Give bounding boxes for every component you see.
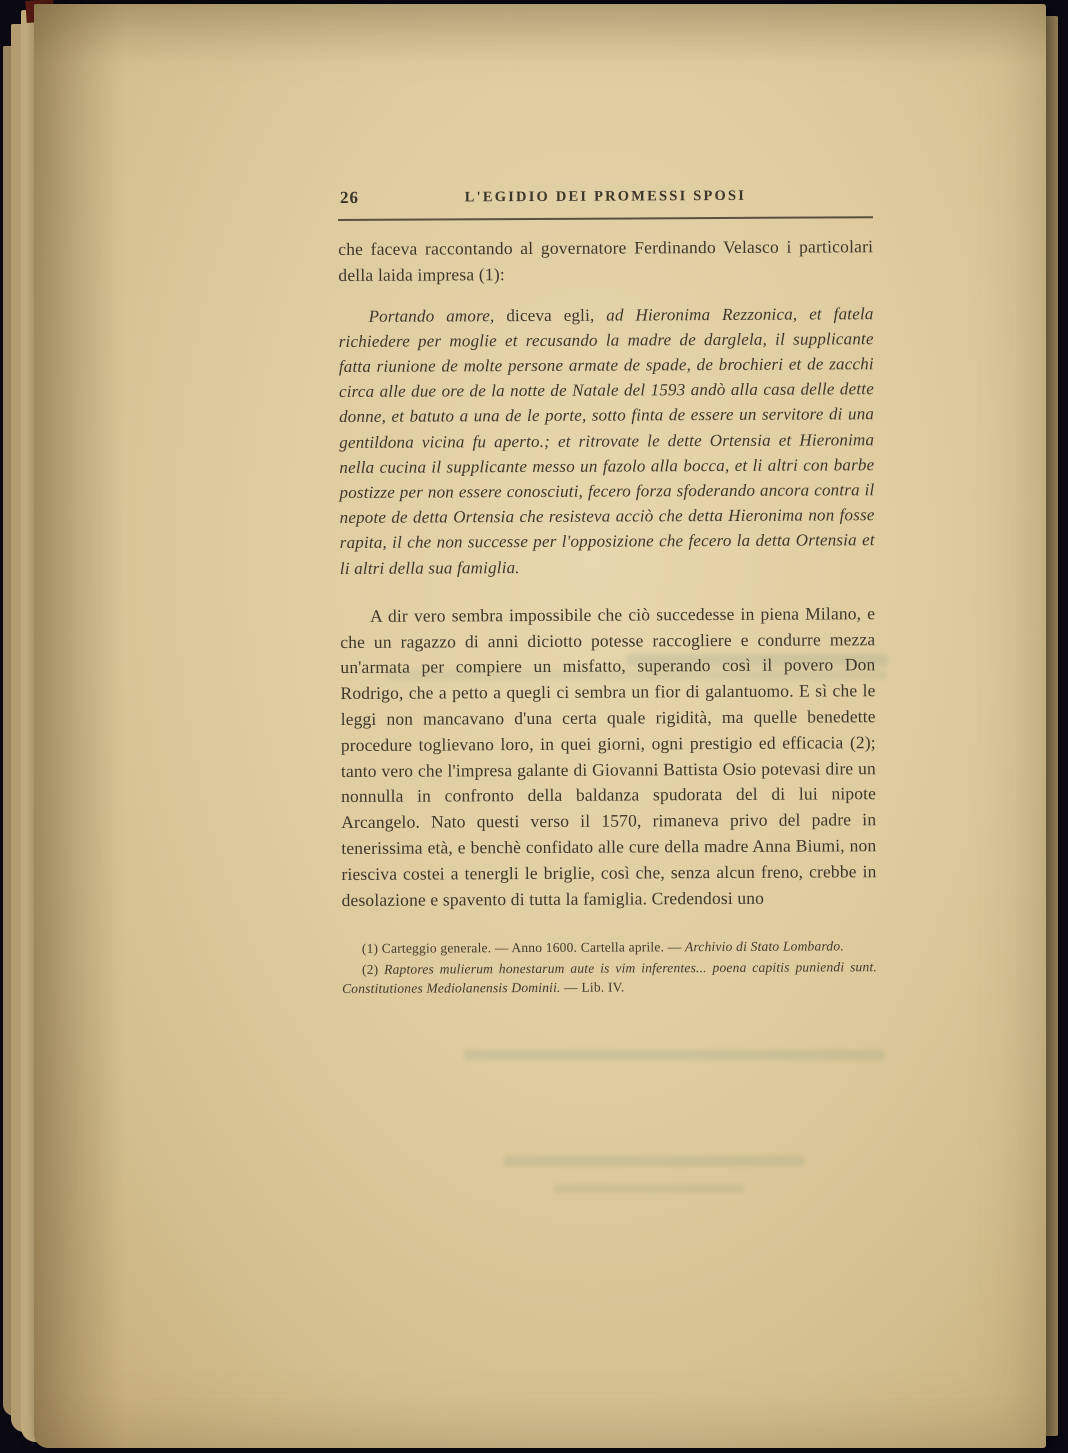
- intro-paragraph: che faceva raccontando al governatore Ferdinando Velasco i particolari della laida impresa (1):: [338, 236, 874, 285]
- quote-roman-aside: diceva egli,: [494, 305, 607, 325]
- page-header: [338, 183, 873, 212]
- footnote-2-latin: Raptores mulierum honestarum aute is vim inferentes... poena capitis puniendi sunt. Constitutiones Mediolanensis Dominii.: [342, 959, 878, 997]
- ink-bleed-through: [464, 1050, 884, 1060]
- footnote-1: [342, 937, 877, 959]
- quote-italic-body: ad Hieronima Rezzonica, et fatela richiedere per moglie et recusando la madre de darglela, il supplicante fatta riunione de molte persone armate de spade, de brochieri et de zacchi circa alle due ore de la notte de Natale del 1593 andò alla casa delle dette donne, et batuto a una de le porte, sotto finta de essere un servitore di una gentildona vicina fu aperto.; et ritrovate le dette Ortensia et Hieronima nella cucina il supplicante messo un fazolo alla bocca, et li altri con barbe postizze per non essere conosciuti, fecero forza sfoderando ancora contra il nepote de detta Ortensia che resisteva acciò che detta Hieronima non fosse rapita, il che non successe per l'opposizione che fecero la detta Ortensia et li altri della sua famiglia.: [338, 303, 875, 578]
- footnote-2: [342, 958, 877, 999]
- footnote-1-source: Archivio di Stato Lombardo.: [684, 938, 844, 955]
- ink-bleed-through: [504, 1156, 804, 1166]
- running-title: L'EGIDIO DEI PROMESSI SPOSI: [464, 187, 747, 206]
- header-rule: [338, 216, 873, 221]
- quoted-passage: [338, 301, 874, 581]
- quote-italic-open: Portando amore,: [368, 305, 495, 326]
- right-page-edge: [1044, 16, 1058, 1436]
- footnotes-block: [342, 937, 877, 999]
- footnote-2-ref: — Lib. IV.: [560, 979, 625, 996]
- body-paragraph: A dir vero sembra impossibile che ciò succedesse in piena Milano, e che un ragazzo di anni diciotto potesse raccogliere e condurre mezza un'armata per compiere un misfatto, superando così il povero Don Rodrigo, che a petto a quegli ci sembra un fior di galantuomo. E sì che le leggi non mancavano d'una certa quale rigidità, ma quelle benedette procedure toglievano loro, in quei giorni, ogni prestigio ed efficacia (2); tanto vero che l'impresa galante di Giovanni Battista Osio potevasi dire un nonnulla in confronto della baldanza spudorata del di lui nipote Arcangelo. Nato questi verso il 1570, rimaneva privo del padre in tenerissima età, e benchè confidato alle cure della madre Anna Biumi, non riesciva costei a tenergli le briglie, così che, senza alcun freno, crebbe in desolazione e spavento di tutta la famiglia. Credendosi uno: [340, 603, 877, 910]
- footnote-1-text: Carteggio generale. — Anno 1600. Cartella aprile. —: [378, 939, 686, 957]
- footnote-2-label: (2): [361, 962, 379, 978]
- ink-bleed-through: [554, 1184, 744, 1193]
- footnote-1-label: (1): [361, 941, 379, 957]
- page-content: [338, 183, 877, 998]
- page-number: 26: [339, 187, 359, 207]
